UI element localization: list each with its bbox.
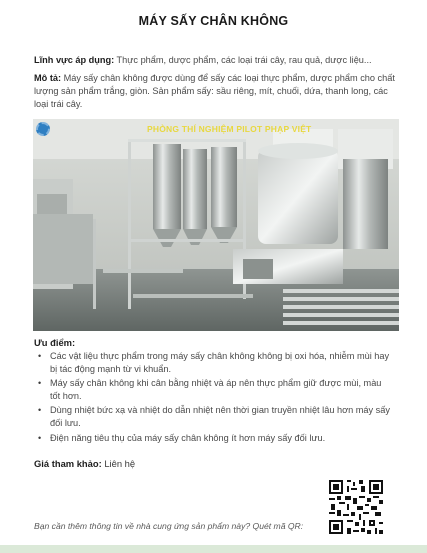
advantage-text: Điện năng tiêu thụ của máy sấy chân không ít hơn máy sấy đối lưu. (50, 432, 326, 443)
photo-watermark: PHÒNG THÍ NGHIỆM PILOT PHẠP VIỆT (147, 124, 312, 134)
bullet: • (38, 378, 42, 389)
application-field (34, 54, 399, 67)
advantage-text: Dùng nhiệt bức xạ và nhiệt do dẫn nhiệt nên thời gian truyền nhiệt lâu hơn máy sấy đối lưu. (50, 405, 390, 428)
reference-price (34, 458, 135, 469)
advantages-heading: Ưu điểm: (34, 337, 76, 348)
list-item (34, 350, 394, 375)
list-item (34, 432, 394, 445)
product-photo (33, 119, 399, 331)
list-item (34, 404, 394, 429)
gear-logo-icon (36, 122, 50, 136)
description (34, 72, 399, 112)
page-title: MÁY SẤY CHÂN KHÔNG (138, 14, 289, 28)
footer-bar (0, 545, 427, 553)
bullet: • (38, 432, 42, 443)
footer-qr-prompt: Bạn cần thêm thông tin về nhà cung ứng sản phẩm này? Quét mã QR: (34, 521, 304, 531)
list-item (34, 377, 394, 402)
bullet: • (38, 405, 42, 416)
application-field-value: Thực phẩm, dược phẩm, các loại trái cây, rau quả, dược liệu... (116, 55, 372, 65)
qr-code-icon[interactable] (327, 478, 385, 536)
price-label: Giá tham khảo: (34, 458, 102, 469)
price-value: Liên hệ (104, 458, 136, 469)
bullet: • (38, 351, 42, 361)
advantage-text: Các vật liệu thực phẩm trong máy sấy chân không không bị oxi hóa, nhiễm mùi hay bị tác động mạnh từ vi khuẩn. (50, 351, 390, 374)
advantages-list (34, 350, 394, 446)
description-label: Mô tả: (34, 73, 62, 83)
description-value: Máy sấy chân không được dùng để sấy các loại thực phẩm, dược phẩm cho chất lượng sản phẩm trắng, giòn. Sản phẩm sấy: sầu riêng, mít, chuối, dứa, thanh long, các loại trái cây. (34, 73, 395, 110)
advantage-text: Máy sấy chân không khi cân bằng nhiệt và áp nên thực phẩm giữ được mùi, màu tốt hơn. (50, 378, 382, 401)
application-field-label: Lĩnh vực áp dụng: (34, 55, 115, 65)
